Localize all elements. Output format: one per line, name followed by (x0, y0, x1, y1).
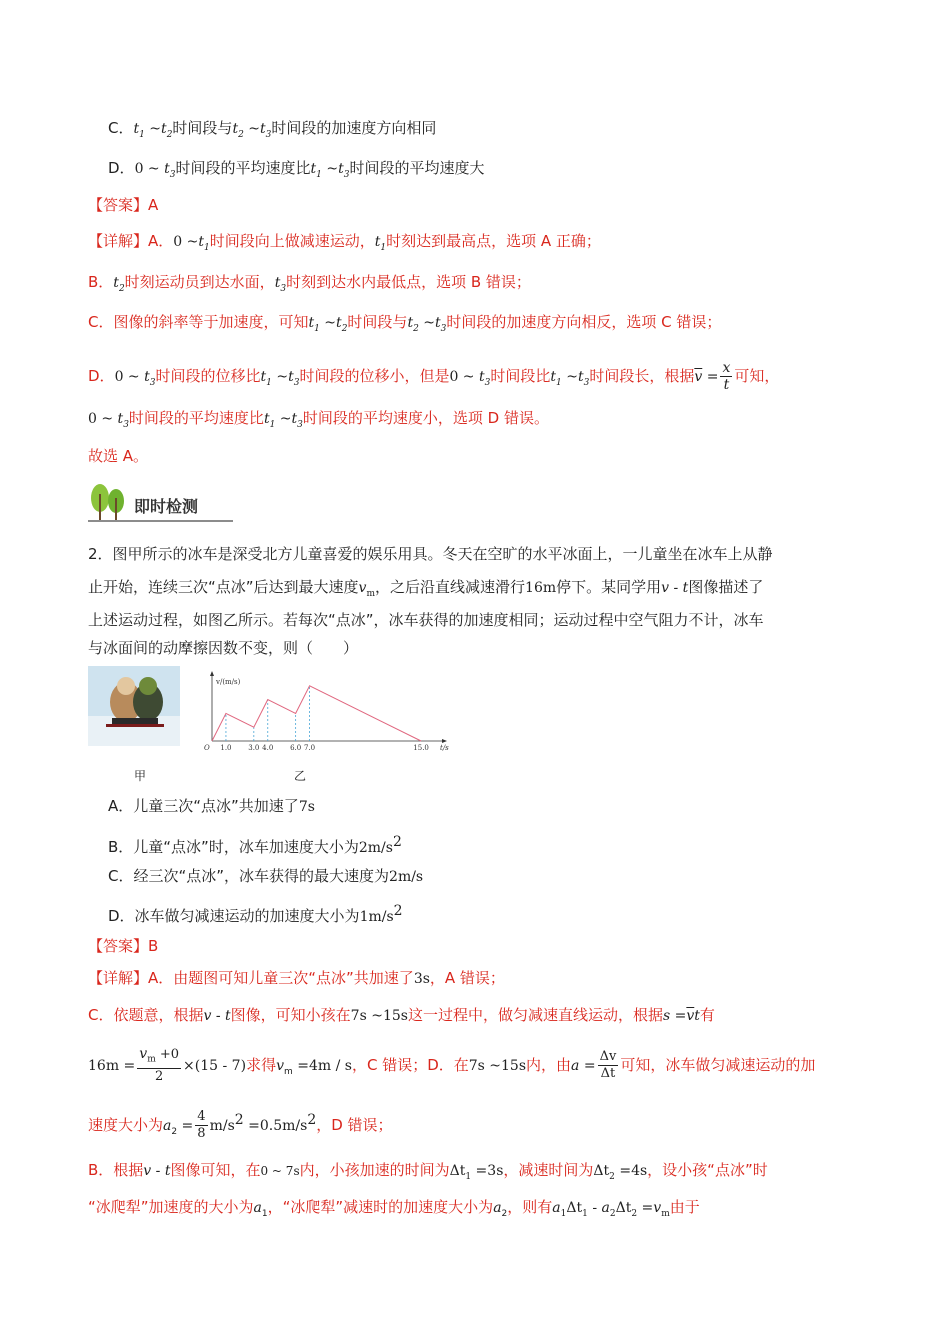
q2-stem-line3: 上述运动过程，如图乙所示。若每次“点冰”，冰车获得的加速度相同；运动过程中空气阻力不计，冰车 (88, 611, 764, 629)
q2-explain-c-line2: 16m = $\frac{v_m +0}{2}$ ×(15 - 7)求得$v_m =4m / s$，C 错误；D．在7s ~15s内，由a = $\frac{\Delta v}{\Delta t}$ 可知，冰车做匀减速运动的加 (88, 1046, 816, 1084)
x-tick-label: 6.0 (290, 744, 302, 752)
figure-label-yi: 乙 (294, 769, 307, 783)
q2-stem-line1: 2．图甲所示的冰车是深受北方儿童喜爱的娱乐用具。冬天在空旷的水平冰面上，一儿童坐在冰车上从静 (88, 545, 773, 563)
q1-option-c: C．$t_1$ $\sim t_2$时间段与$t_2$ $\sim t_3$时间段的加速度方向相同 (108, 119, 437, 140)
section-banner (88, 482, 233, 524)
x-tick-label: 3.0 (248, 744, 260, 752)
x-tick-label: 15.0 (413, 744, 429, 752)
q1-explain-d-line1: D．0 ~ $t_3$时间段的位移比$t_1$ $\sim t_3$时间段的位移小，但是0 ~ $t_3$时间段比$t_1$ $\sim t_3$时间段长，根据$\overline{v}$ = $\frac{x}{t}$ 可知， (88, 360, 780, 393)
vt-chart (200, 668, 460, 758)
velocity-series-line (212, 686, 421, 741)
x-tick-label: 1.0 (220, 744, 232, 752)
origin-label: O (204, 744, 210, 752)
x-tick-label: 7.0 (304, 744, 316, 752)
y-axis-arrow (210, 671, 214, 676)
q1-explain-d-line2: 0 ~ $t_3$时间段的平均速度比$t_1$ $\sim t_3$时间段的平均速度小，选项 D 错误。 (88, 409, 549, 430)
q1-explain-a: 【详解】A．0 $\sim t_1$时间段向上做减速运动，$t_1$时刻达到最高点，选项 A 正确； (88, 232, 601, 253)
q2-option-d: D．冰车做匀减速运动的加速度大小为$1m/s^2$ (108, 903, 403, 925)
q2-explain-c-line3: 速度大小为$a_2$ = $\frac{4}{8}$ $m/s^2 =0.5m/s^2$，D 错误； (88, 1109, 393, 1141)
figure-label-jia: 甲 (134, 769, 147, 783)
q2-answer: 【答案】B (88, 937, 159, 955)
q2-explain-c-line1: C．依题意，根据v - t图像，可知小孩在7s ~15s这一过程中，做匀减速直线运动，根据$s =\overline{v}t$有 (88, 1006, 715, 1024)
x-axis-label: t/s (440, 744, 449, 752)
q2-option-b: B．儿童“点冰”时，冰车加速度大小为$2m/s^2$ (108, 834, 402, 856)
q1-option-d: D．0 ~ $t_3$时间段的平均速度比$t_1$ $\sim t_3$时间段的平均速度大 (108, 159, 485, 180)
q1-explain-c: C．图像的斜率等于加速度，可知$t_1$ $\sim t_2$时间段与$t_2$ $\sim t_3$时间段的加速度方向相反，选项 C 错误； (88, 313, 722, 334)
x-tick-label: 4.0 (262, 744, 274, 752)
ice-sled-photo (88, 666, 180, 746)
q2-stem-line2: 止开始，连续三次“点冰”后达到最大速度$v_m$，之后沿直线减速滑行16m停下。某同学用v - t图像描述了 (88, 578, 764, 599)
q2-explain-a: 【详解】A．由题图可知儿童三次“点冰”共加速了3s，A 错误； (88, 969, 505, 987)
q2-explain-b-line1: B．根据v - t图像可知，在0 ~ 7s内，小孩加速的时间为$\Delta t_1 =3s$，减速时间为$\Delta t_2 =4s$，设小孩“点冰”时 (88, 1161, 768, 1182)
x-axis-arrow (442, 739, 447, 743)
q2-stem-line4: 与冰面间的动摩擦因数不变，则（ ） (88, 639, 359, 657)
q1-conclusion: 故选 A。 (88, 447, 149, 465)
q2-option-c: C．经三次“点冰”，冰车获得的最大速度为2m/s (108, 867, 424, 885)
q1-answer: 【答案】A (88, 196, 159, 214)
q2-explain-b-line2: “冰爬犁”加速度的大小为$a_1$，“冰爬犁”减速时的加速度大小为$a_2$，则有$a_1\Delta t_1 - a_2\Delta t_2 =v_m$由于 (88, 1198, 700, 1219)
q1-explain-b: B．$t_2$时刻运动员到达水面，$t_3$时刻到达水内最低点，选项 B 错误； (88, 273, 531, 294)
section-title: 即时检测 (134, 497, 199, 516)
y-axis-label: v/(m/s) (216, 678, 241, 686)
q2-option-a: A．儿童三次“点冰”共加速了7s (108, 797, 315, 815)
